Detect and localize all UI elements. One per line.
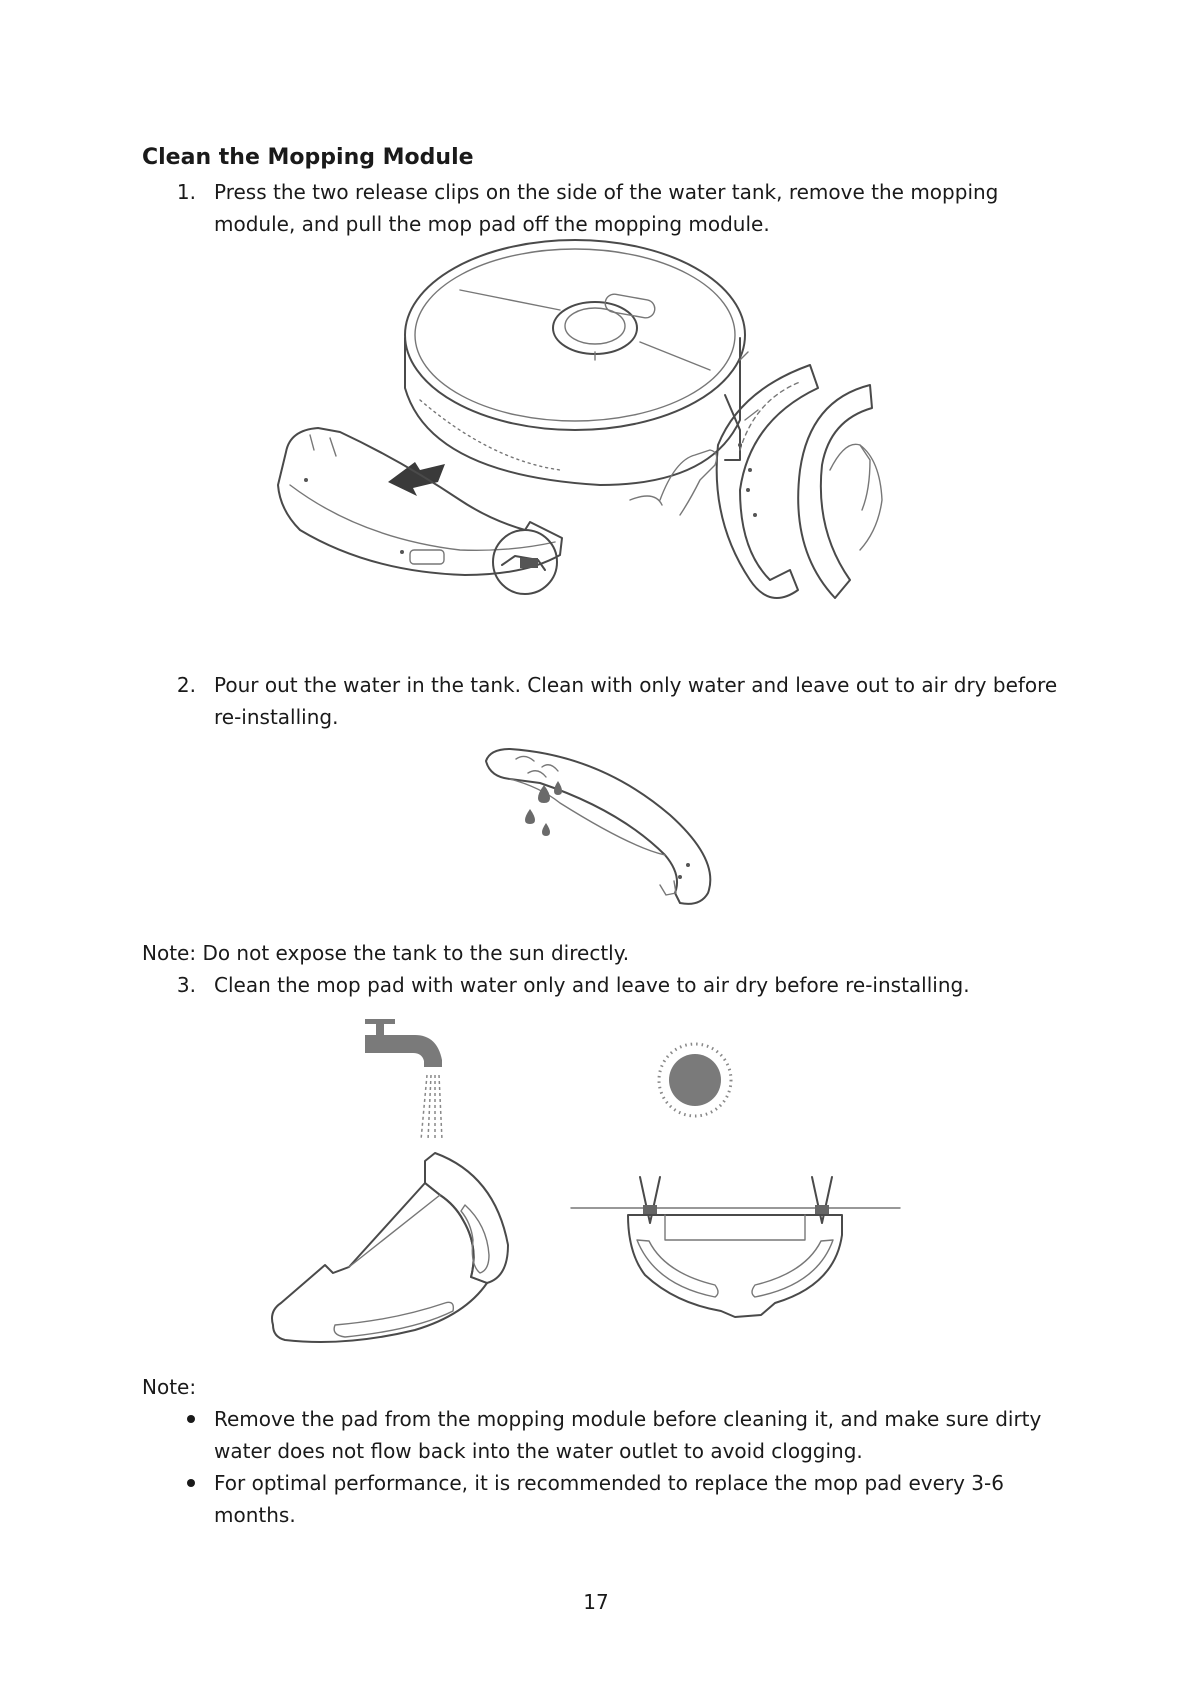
note-tank-sun: Note: Do not expose the tank to the sun directly. (142, 941, 630, 965)
bullet-1-line-1: Remove the pad from the mopping module before cleaning it, and make sure dirty (214, 1407, 1042, 1431)
water-drops-icon (525, 781, 562, 836)
step-3-number: 3. (176, 973, 196, 997)
faucet-icon (365, 1019, 442, 1067)
step-3-line-1: Clean the mop pad with water only and leave to air dry before re-installing. (214, 973, 970, 997)
section-title: Clean the Mopping Module (142, 145, 474, 170)
step-1-number: 1. (176, 180, 196, 204)
bullet-2-marker (187, 1479, 195, 1487)
robot-vacuum-illustration (270, 260, 950, 650)
bullet-2-line-2: months. (214, 1503, 296, 1527)
clothespin-left (640, 1177, 660, 1223)
bullet-1-line-2: water does not flow back into the water outlet to avoid clogging. (214, 1439, 863, 1463)
robot-vacuum-body (405, 240, 758, 485)
mop-pad-illustration (272, 1153, 508, 1342)
mopping-module (278, 428, 562, 575)
water-tank-illustration (480, 745, 740, 915)
mop-pad-peel (798, 385, 882, 598)
arrow-icon (388, 462, 445, 496)
step-2-line-1: Pour out the water in the tank. Clean with only water and leave out to air dry before (214, 673, 1058, 697)
air-dry-illustration (565, 1035, 905, 1325)
sun-icon (659, 1044, 731, 1116)
bullet-1-marker (187, 1415, 195, 1423)
faucet-washing-illustration (265, 1015, 525, 1345)
page-number: 17 (583, 1590, 609, 1614)
bullet-2-line-1: For optimal performance, it is recommended to replace the mop pad every 3-6 (214, 1471, 1004, 1495)
step-1-line-2: module, and pull the mop pad off the mopping module. (214, 212, 770, 236)
note-heading: Note: (142, 1375, 197, 1399)
step-2-line-2: re-installing. (214, 705, 339, 729)
hand-removing-pad (630, 365, 818, 598)
hanging-mop-pad (628, 1215, 842, 1317)
water-stream (421, 1075, 442, 1140)
step-2-number: 2. (176, 673, 196, 697)
clothespin-right (812, 1177, 832, 1223)
step-1-line-1: Press the two release clips on the side of the water tank, remove the mopping (214, 180, 999, 204)
